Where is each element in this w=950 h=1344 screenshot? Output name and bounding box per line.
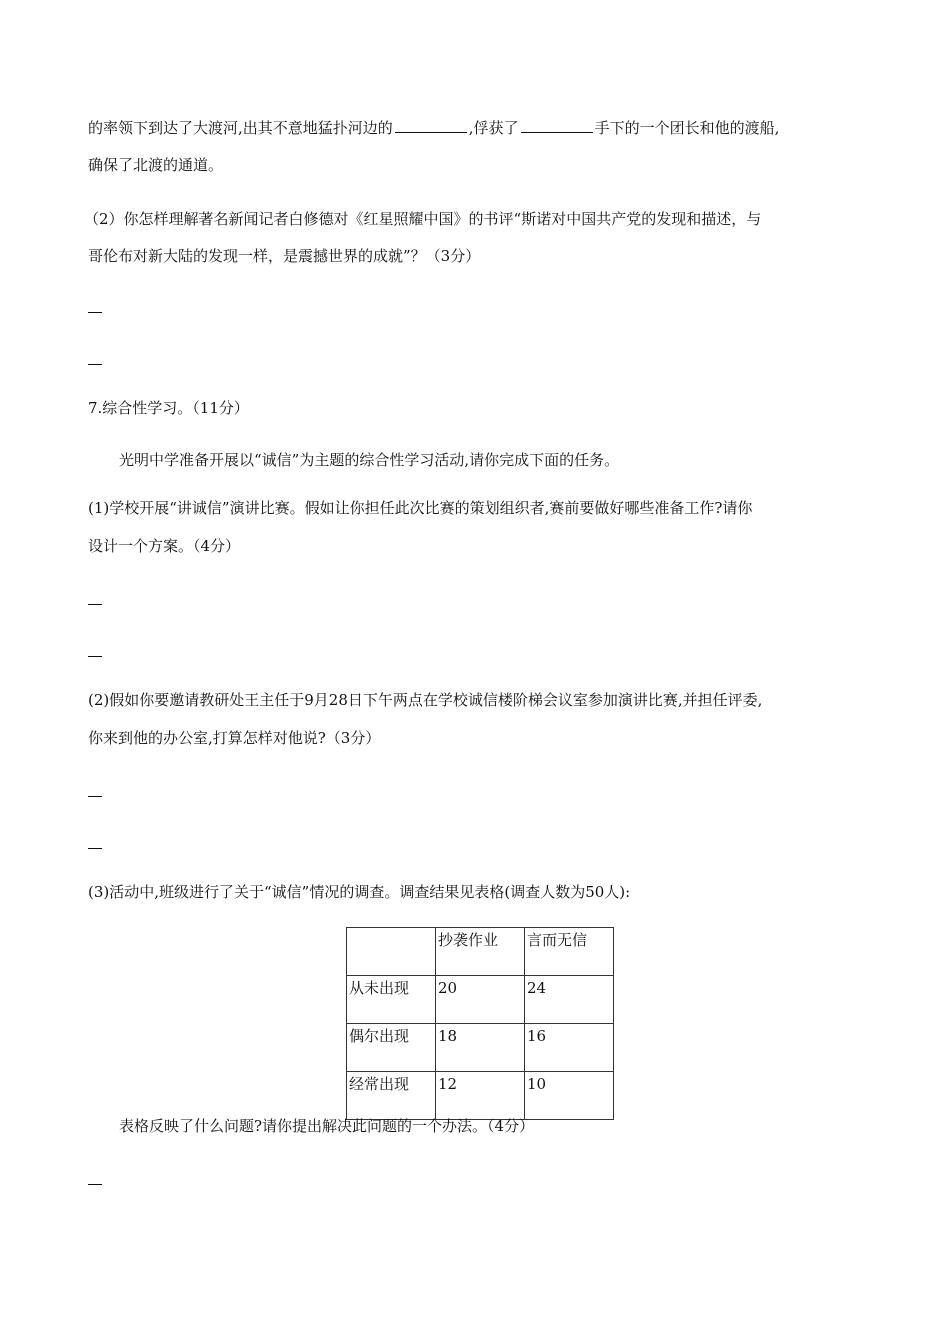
q7-sub2-line-1: (2)假如你要邀请教研处王主任于9月28日下午两点在学校诚信楼阶梯会议室参加演讲比赛,并担任评委, — [88, 691, 763, 709]
table-cell: 偶尔出现 — [347, 1024, 436, 1072]
answer-line[interactable] — [88, 796, 102, 797]
table-cell: 24 — [525, 976, 614, 1024]
table-cell: 12 — [436, 1072, 525, 1120]
table-header-cell — [347, 928, 436, 976]
answer-line[interactable] — [88, 656, 102, 657]
answer-line[interactable] — [88, 364, 102, 365]
answer-line[interactable] — [88, 312, 102, 313]
table-row — [347, 1024, 614, 1072]
table-header-row — [347, 928, 614, 976]
answer-line[interactable] — [88, 604, 102, 605]
fill-blank-2[interactable] — [521, 118, 593, 133]
q7-sub2-line-2: 你来到他的办公室,打算怎样对他说?（3分） — [88, 729, 381, 747]
q7-sub3-question: 表格反映了什么问题?请你提出解决此问题的一个办法。（4分） — [119, 1117, 535, 1135]
q6-line-2: 确保了北渡的通道。 — [88, 156, 224, 174]
q7-sub3-line-1: (3)活动中,班级进行了关于“诚信”情况的调查。调查结果见表格(调查人数为50人): — [88, 883, 631, 901]
fill-blank-1[interactable] — [395, 118, 467, 133]
q6-line-1: 的率领下到达了大渡河,出其不意地猛扑河边的 ,俘获了 手下的一个团长和他的渡船, — [88, 119, 780, 137]
table-cell: 10 — [525, 1072, 614, 1120]
table-cell: 18 — [436, 1024, 525, 1072]
answer-line[interactable] — [88, 1184, 102, 1185]
survey-table — [346, 927, 614, 1120]
table-cell: 16 — [525, 1024, 614, 1072]
table-row — [347, 1072, 614, 1120]
q6-sub2-line-2: 哥伦布对新大陆的发现一样，是震撼世界的成就”？（3分） — [88, 247, 481, 265]
q7-sub1-line-1: (1)学校开展“讲诚信”演讲比赛。假如让你担任此次比赛的策划组织者,赛前要做好哪些准备工作?请你 — [88, 499, 753, 517]
table-cell: 从未出现 — [347, 976, 436, 1024]
table-header-cell: 言而无信 — [525, 928, 614, 976]
table-header-cell: 抄袭作业 — [436, 928, 525, 976]
q7-title: 7.综合性学习。（11分） — [88, 399, 249, 417]
answer-line[interactable] — [88, 848, 102, 849]
table-row — [347, 976, 614, 1024]
q7-sub1-line-2: 设计一个方案。（4分） — [88, 537, 241, 555]
q7-intro: 光明中学准备开展以“诚信”为主题的综合性学习活动,请你完成下面的任务。 — [119, 451, 620, 469]
table-cell: 经常出现 — [347, 1072, 436, 1120]
q6-sub2-line-1: （2）你怎样理解著名新闻记者白修德对《红星照耀中国》的书评“斯诺对中国共产党的发现和描述，与 — [84, 210, 762, 228]
table-cell: 20 — [436, 976, 525, 1024]
